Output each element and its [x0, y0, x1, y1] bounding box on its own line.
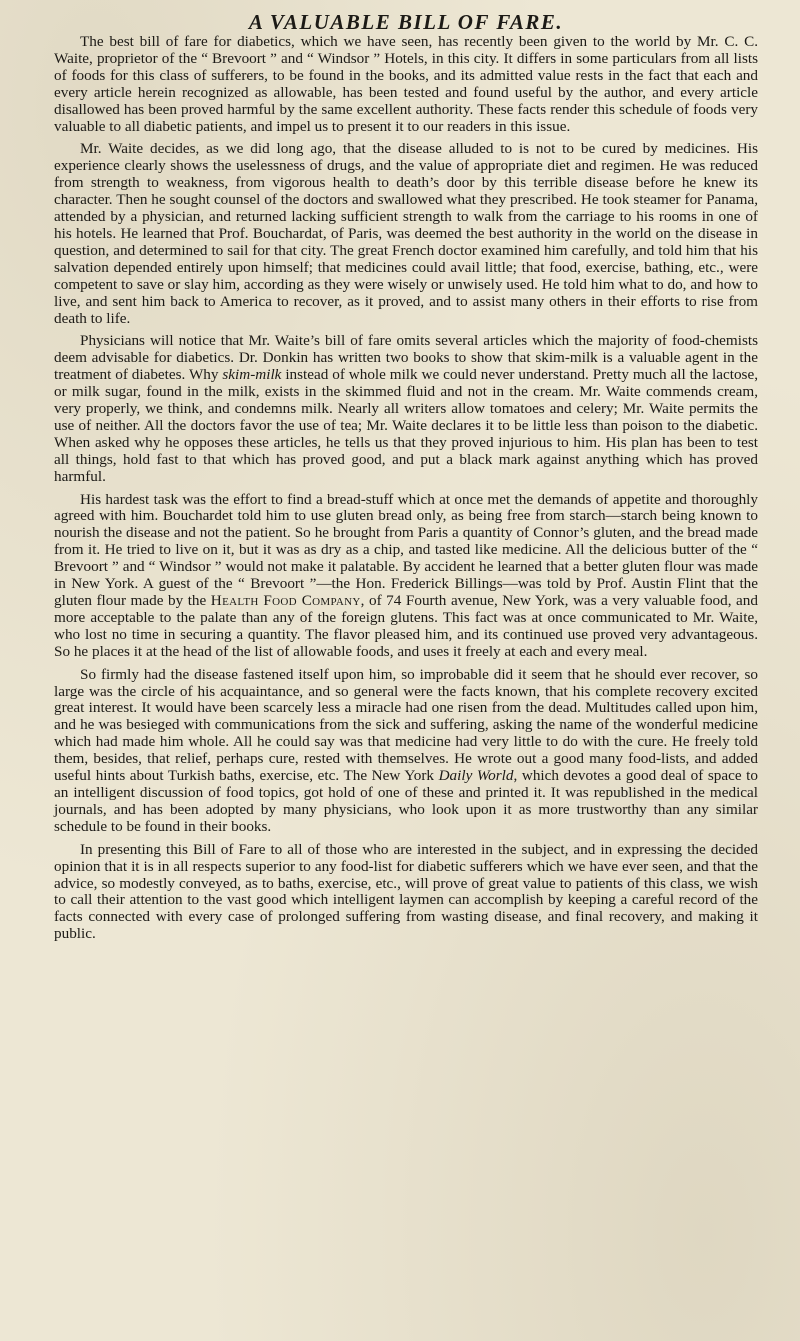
page-header: A VALUABLE BILL OF FARE.: [248, 10, 564, 34]
text-run: Mr. Waite decides, as we did long ago, that the disease alluded to is not to be cured by medicines. His experience clearly shows the uselessness of drugs, and the value of appropriate diet and regimen. He was reduced from strength to weakness, from vigorous health to death’s door by this terrible disease before he knew its character. Then he sought counsel of the doctors and swallowed what they prescribed. He took steamer for Panama, attended by a physician, and returned lacking sufficient strength to walk from the carriage to his rooms in one of his hotels. He learned that Prof. Bouchardat, of Paris, was deemed the best authority in the world on the disease in question, and determined to sail for that city. The great French doctor examined him carefully, and told him that his salvation depended entirely upon himself; that medicines could avail little; that food, exercise, bathing, etc., were competent to save or slay him, according as they were wisely or unwisely used. He told him what to do, and how to live, and sent him back to America to recover, as it proved, and to assist many others in their efforts to rise from death to life.: [54, 140, 758, 327]
paragraph-6: [54, 842, 758, 943]
text-run: In presenting this Bill of Fare to all of those who are interested in the subject, and in expressing the decided opinion that it is in all respects superior to any food-list for diabetic sufferers which we have ever seen, and that the advice, so modestly conveyed, as to baths, exercise, etc., will prove of great value to patients of this class, we wish to call their attention to the vast good which intelligent laymen can accomplish by keeping a careful record of the facts connected with every case of prolonged suffering from wasting disease, and final recovery, and making it public.: [54, 840, 758, 943]
text-run: His hardest task was the effort to find a bread-stuff which at once met the demands of appetite and thoroughly agreed with him. Bouchardet told him to use gluten bread only, as being free from starch—starch being known to nourish the disease and not the patient. So he brought from Paris a quantity of Connor’s gluten, and the bread made from it. He tried to live on it, but it was as dry as a chip, and tasted like medicine. All the delicious butter of the “ Brevoort ” and “ Windsor ” would not make it palatable. By accident he learned that a better gluten flour was made in New York. A guest of the “ Brevoort ”—the Hon. Frederick Billings—was told by Prof. Austin Flint that the gluten flour made by the: [54, 490, 758, 609]
text-run: The best bill of fare for diabetics, which we have seen, has recently been given to the world by Mr. C. C. Waite, proprietor of the “ Brevoort ” and “ Windsor ” Hotels, in this city. It differs in some particulars from all lists of foods for this class of sufferers, to be found in the books, and its admitted value rests in the fact that each and every article herein recognized as allowable, has been tested and found useful by the author, and every article disallowed has been proved harmful by the same excellent authority. These facts render this schedule of foods very valuable to all diabetic patients, and impel us to present it to our readers in this issue.: [54, 33, 758, 135]
italic-text: Daily World: [438, 767, 514, 785]
text-run: So firmly had the disease fastened itself upon him, so improbable did it seem that he should ever recover, so large was the circle of his acquaintance, and so general were the facts known, that his complete recovery excited great interest. It would have been scarcely less a miracle had one risen from the dead. Multitudes called upon him, and he was besieged with communications from the sick and suffering, asking the name of the wonderful medicine which had made him whole. All he could say was that medicine had very little to do with the cure. He freely told them, besides, that relief, perhaps cure, rested with themselves. He wrote out a good many food-lists, and added useful hints about Turkish baths, exercise, etc. The New York: [54, 665, 758, 785]
paragraph-1: [54, 34, 758, 135]
paragraph-5: [54, 667, 758, 836]
article-body: [54, 34, 758, 943]
text-run: , which devotes a good deal of space to an intelligent discussion of food topics, got hold of one of these and printed it. It was republished in the medical journals, and has been adopted by many physicians, who look upon it as more trustworthy than any similar schedule to be found in their books.: [54, 767, 758, 835]
text-run: Physicians will notice that Mr. Waite’s bill of fare omits several articles which the majority of food-chemists deem advisable for diabetics. Dr. Donkin has written two books to show that skim-milk is a valuable agent in the treatment of diabetes. Why: [54, 332, 758, 384]
small-caps-text: Health Food Company: [210, 592, 361, 609]
text-run: , of 74 Fourth avenue, New York, was a very valuable food, and more acceptable to the palate than any of the foreign glutens. This fact was at once communicated to Mr. Waite, who lost no time in securing a quantity. The flavor pleased him, and its continued use proved very advantageous. So he places it at the head of the list of allowable foods, and uses it freely at each and every meal.: [54, 592, 758, 660]
paragraph-2: [54, 141, 758, 327]
paragraph-3: [54, 333, 758, 485]
italic-text: skim-milk: [222, 366, 282, 384]
text-run: instead of whole milk we could never understand. Pretty much all the lactose, or milk sugar, found in the milk, exists in the skimmed fluid and not in the cream. Mr. Waite commends cream, very properly, we think, and condemns milk. Nearly all writers allow tomatoes and celery; Mr. Waite permits the use of neither. All the doctors favor the use of tea; Mr. Waite declares it to be little less than poison to the diabetic. When asked why he opposes these articles, he tells us that they proved injurious to him. His plan has been to test all things, hold fast to that which has proved good, and put a black mark against anything which has proved harmful.: [54, 366, 758, 485]
paragraph-4: [54, 492, 758, 661]
